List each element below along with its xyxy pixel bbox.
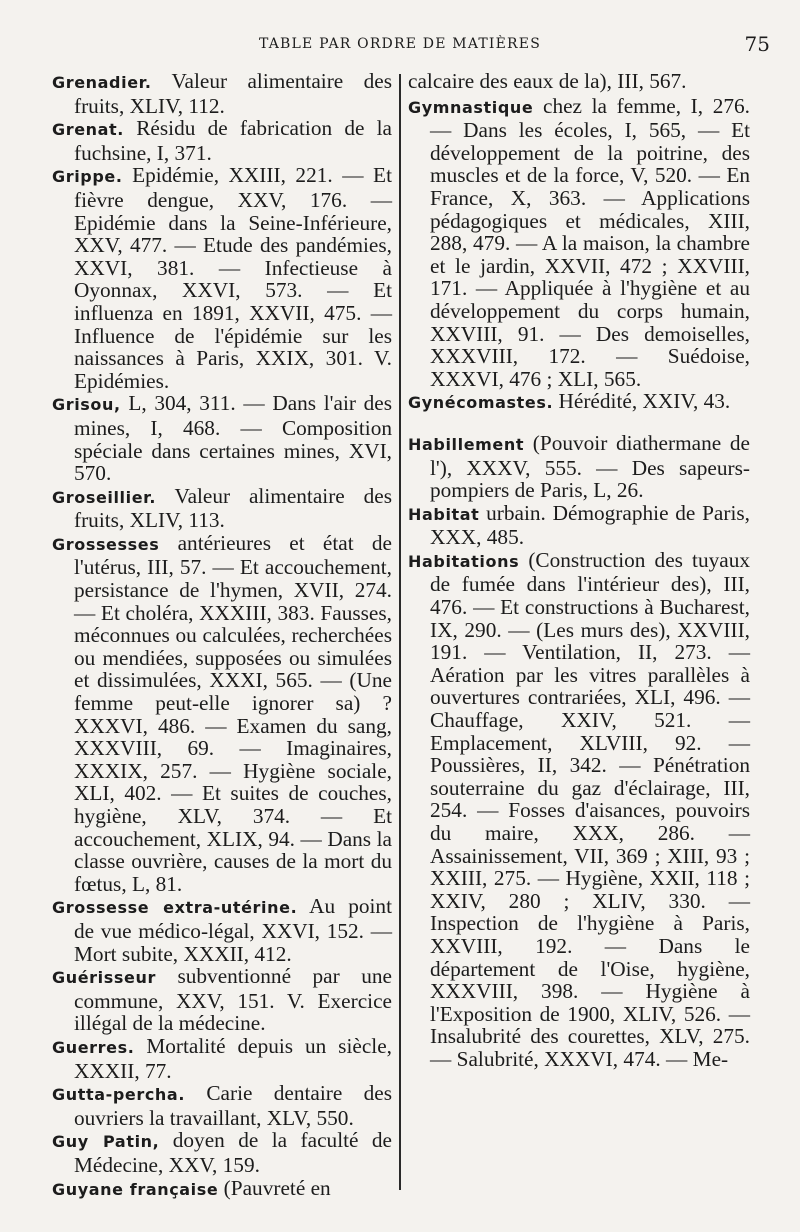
entry-headword: Guérisseur bbox=[52, 968, 156, 988]
left-column bbox=[52, 70, 392, 1201]
entry-headword: Habitat bbox=[408, 504, 480, 524]
entry-text: Valeur alimentaire des fruits, XLIV, 113. bbox=[74, 483, 392, 533]
entry-headword: Grossesse extra-utérine. bbox=[52, 898, 298, 918]
page-header bbox=[0, 30, 800, 60]
entry-text: (Construction des tuyaux de fumée dans l'intérieur des), III, 476. — Et constructions à Bucharest, IX, 290. — (Les murs des), XXVIII, 191. — Ventilation, II, 273. — Aération par les vitres parallèles à ouvertures contrariées, XLI, 496. — Chauffage, XXIV, 521. — Emplacement, XLVIII, 92. — Poussières, II, 342. — Pénétration souterraine du gaz d'éclairage, III, 254. — Fosses d'aisances, pouvoirs du maire, XXX, 286. — Assainissement, VII, 369 ; XIII, 93 ; XXIII, 275. — Hygiène, XXII, 118 ; XXIV, 280 ; XLIV, 330. — Inspection de l'hygiène à Paris, XXVIII, 192. — Dans le département de l'Oise, hygiène, XXXVIII, 398. — Hygiène à l'Exposition de 1900, XLIV, 526. — Insalubrité des courettes, XLV, 275. — Salubrité, XXXVI, 474. — Me- bbox=[430, 547, 750, 1071]
entry-headword: Grossesses bbox=[52, 534, 160, 554]
index-entry-habillement bbox=[408, 432, 750, 502]
page-number: 75 bbox=[744, 32, 770, 56]
index-entry-gynecomastes bbox=[408, 390, 750, 415]
entry-text: chez la femme, I, 276. — Dans les écoles, I, 565, — Et développement de la poitrine, des muscles et de la force, V, 520. — En France, X, 363. — Applications pédagogiques et médicales, XIII, 288, 479. — A la maison, la chambre et le jardin, XXVII, 472 ; XXVIII, 171. — Appliquée à l'hygiène et au développement du corps humain, XXVIII, 91. — Des demoiselles, XXXVIII, 172. — Suédoise, XXXVI, 476 ; XLI, 565. bbox=[430, 93, 750, 391]
entry-headword: Grenat. bbox=[52, 120, 124, 140]
entry-headword: Guy Patin, bbox=[52, 1132, 160, 1152]
entry-text: urbain. Démographie de Paris, XXX, 485. bbox=[430, 500, 750, 550]
column-divider bbox=[399, 74, 401, 1190]
entry-text: L, 304, 311. — Dans l'air des mines, I, 468. — Composition spéciale dans certaines mines, XVI, 570. bbox=[74, 391, 392, 486]
entry-headword: Gymnastique bbox=[408, 97, 534, 117]
entry-text: (Pauvreté en bbox=[218, 1175, 331, 1200]
index-entry-grisou bbox=[52, 392, 392, 484]
entry-text: (Pouvoir diathermane de l'), XXXV, 555. — Des sapeurs-pompiers de Paris, L, 26. bbox=[430, 430, 750, 503]
entry-text: Au point de vue médico-légal, XXVI, 152. — Mort subite, XXXII, 412. bbox=[74, 894, 392, 966]
entry-text: Résidu de fabrication de la fuchsine, I, 371. bbox=[74, 116, 392, 165]
index-entry-habitat bbox=[408, 502, 750, 549]
entry-headword: Grisou, bbox=[52, 395, 121, 415]
entry-headword: Grippe. bbox=[52, 167, 123, 187]
entry-text: Hérédité, XXIV, 43. bbox=[553, 389, 731, 414]
index-entry-gymnastique bbox=[408, 95, 750, 391]
index-entry-guyane-francaise bbox=[52, 1177, 392, 1202]
entry-text: Mortalité depuis un siècle, XXXII, 77. bbox=[74, 1033, 392, 1083]
entry-headword: Gynécomastes. bbox=[408, 393, 554, 413]
index-entry-grenat bbox=[52, 117, 392, 164]
index-entry-habitations bbox=[408, 549, 750, 1071]
running-title: TABLE PAR ORDRE DE MATIÈRES bbox=[258, 36, 542, 52]
entry-headword: Guyane française bbox=[52, 1179, 219, 1199]
right-column bbox=[408, 70, 750, 1071]
index-entry-guerres bbox=[52, 1035, 392, 1082]
entry-text: calcaire des eaux de la), III, 567. bbox=[408, 69, 687, 93]
index-entry-grippe bbox=[52, 164, 392, 392]
entry-text: Valeur alimentaire des fruits, XLIV, 112. bbox=[74, 69, 392, 118]
entry-headword: Guerres. bbox=[52, 1037, 135, 1057]
entry-text: doyen de la faculté de Médecine, XXV, 159. bbox=[74, 1128, 393, 1177]
entry-headword: Habitations bbox=[408, 551, 520, 571]
entry-headword: Gutta-percha. bbox=[52, 1085, 186, 1105]
entry-headword: Groseillier. bbox=[52, 487, 157, 507]
index-entry-groseillier bbox=[52, 485, 392, 532]
index-entry-gutta-percha bbox=[52, 1082, 392, 1129]
index-entry-grenadier bbox=[52, 70, 392, 117]
index-entry-guerisseur bbox=[52, 965, 392, 1035]
entry-text: subventionné par une commune, XXV, 151. V. Exercice illégal de la médecine. bbox=[74, 964, 392, 1036]
entry-text: antérieures et état de l'utérus, III, 57. — Et accouchement, persistance de l'hymen, XVII, 274. — Et choléra, XXXIII, 383. Fausses, méconnues ou calculées, recherchées ou mendiées, supposées ou simulées et dissimulées, XXXI, 565. — (Une femme peut-elle ignorer sa) ? XXXVI, 486. — Examen du sang, XXXVIII, 69. — Imaginaires, XXXIX, 257. — Hygiène sociale, XLI, 402. — Et suites de couches, hygiène, XLV, 374. — Et accouchement, XLIX, 94. — Dans la classe ouvrière, causes de la mort du fœtus, L, 81. bbox=[74, 530, 392, 896]
index-entry-continuation bbox=[408, 70, 750, 95]
entry-headword: Habillement bbox=[408, 434, 525, 454]
index-entry-grossesses bbox=[52, 532, 392, 896]
index-entry-grossesse-extra-uterine bbox=[52, 895, 392, 965]
entry-headword: Grenadier. bbox=[52, 73, 152, 92]
entry-text: Epidémie, XXIII, 221. — Et fièvre dengue, XXV, 176. — Epidémie dans la Seine-Inférieure, XXV, 477. — Etude des pandémies, XXVI, 381. — Infectieuse à Oyonnax, XXVI, 573. — Et influenza en 1891, XXVII, 475. — Influence de l'épidémie sur les naissances à Paris, XXIX, 301. V. Epidémies. bbox=[74, 163, 392, 393]
entry-text: Carie dentaire des ouvriers la travaillant, XLV, 550. bbox=[74, 1081, 392, 1130]
index-entry-guy-patin bbox=[52, 1129, 392, 1176]
